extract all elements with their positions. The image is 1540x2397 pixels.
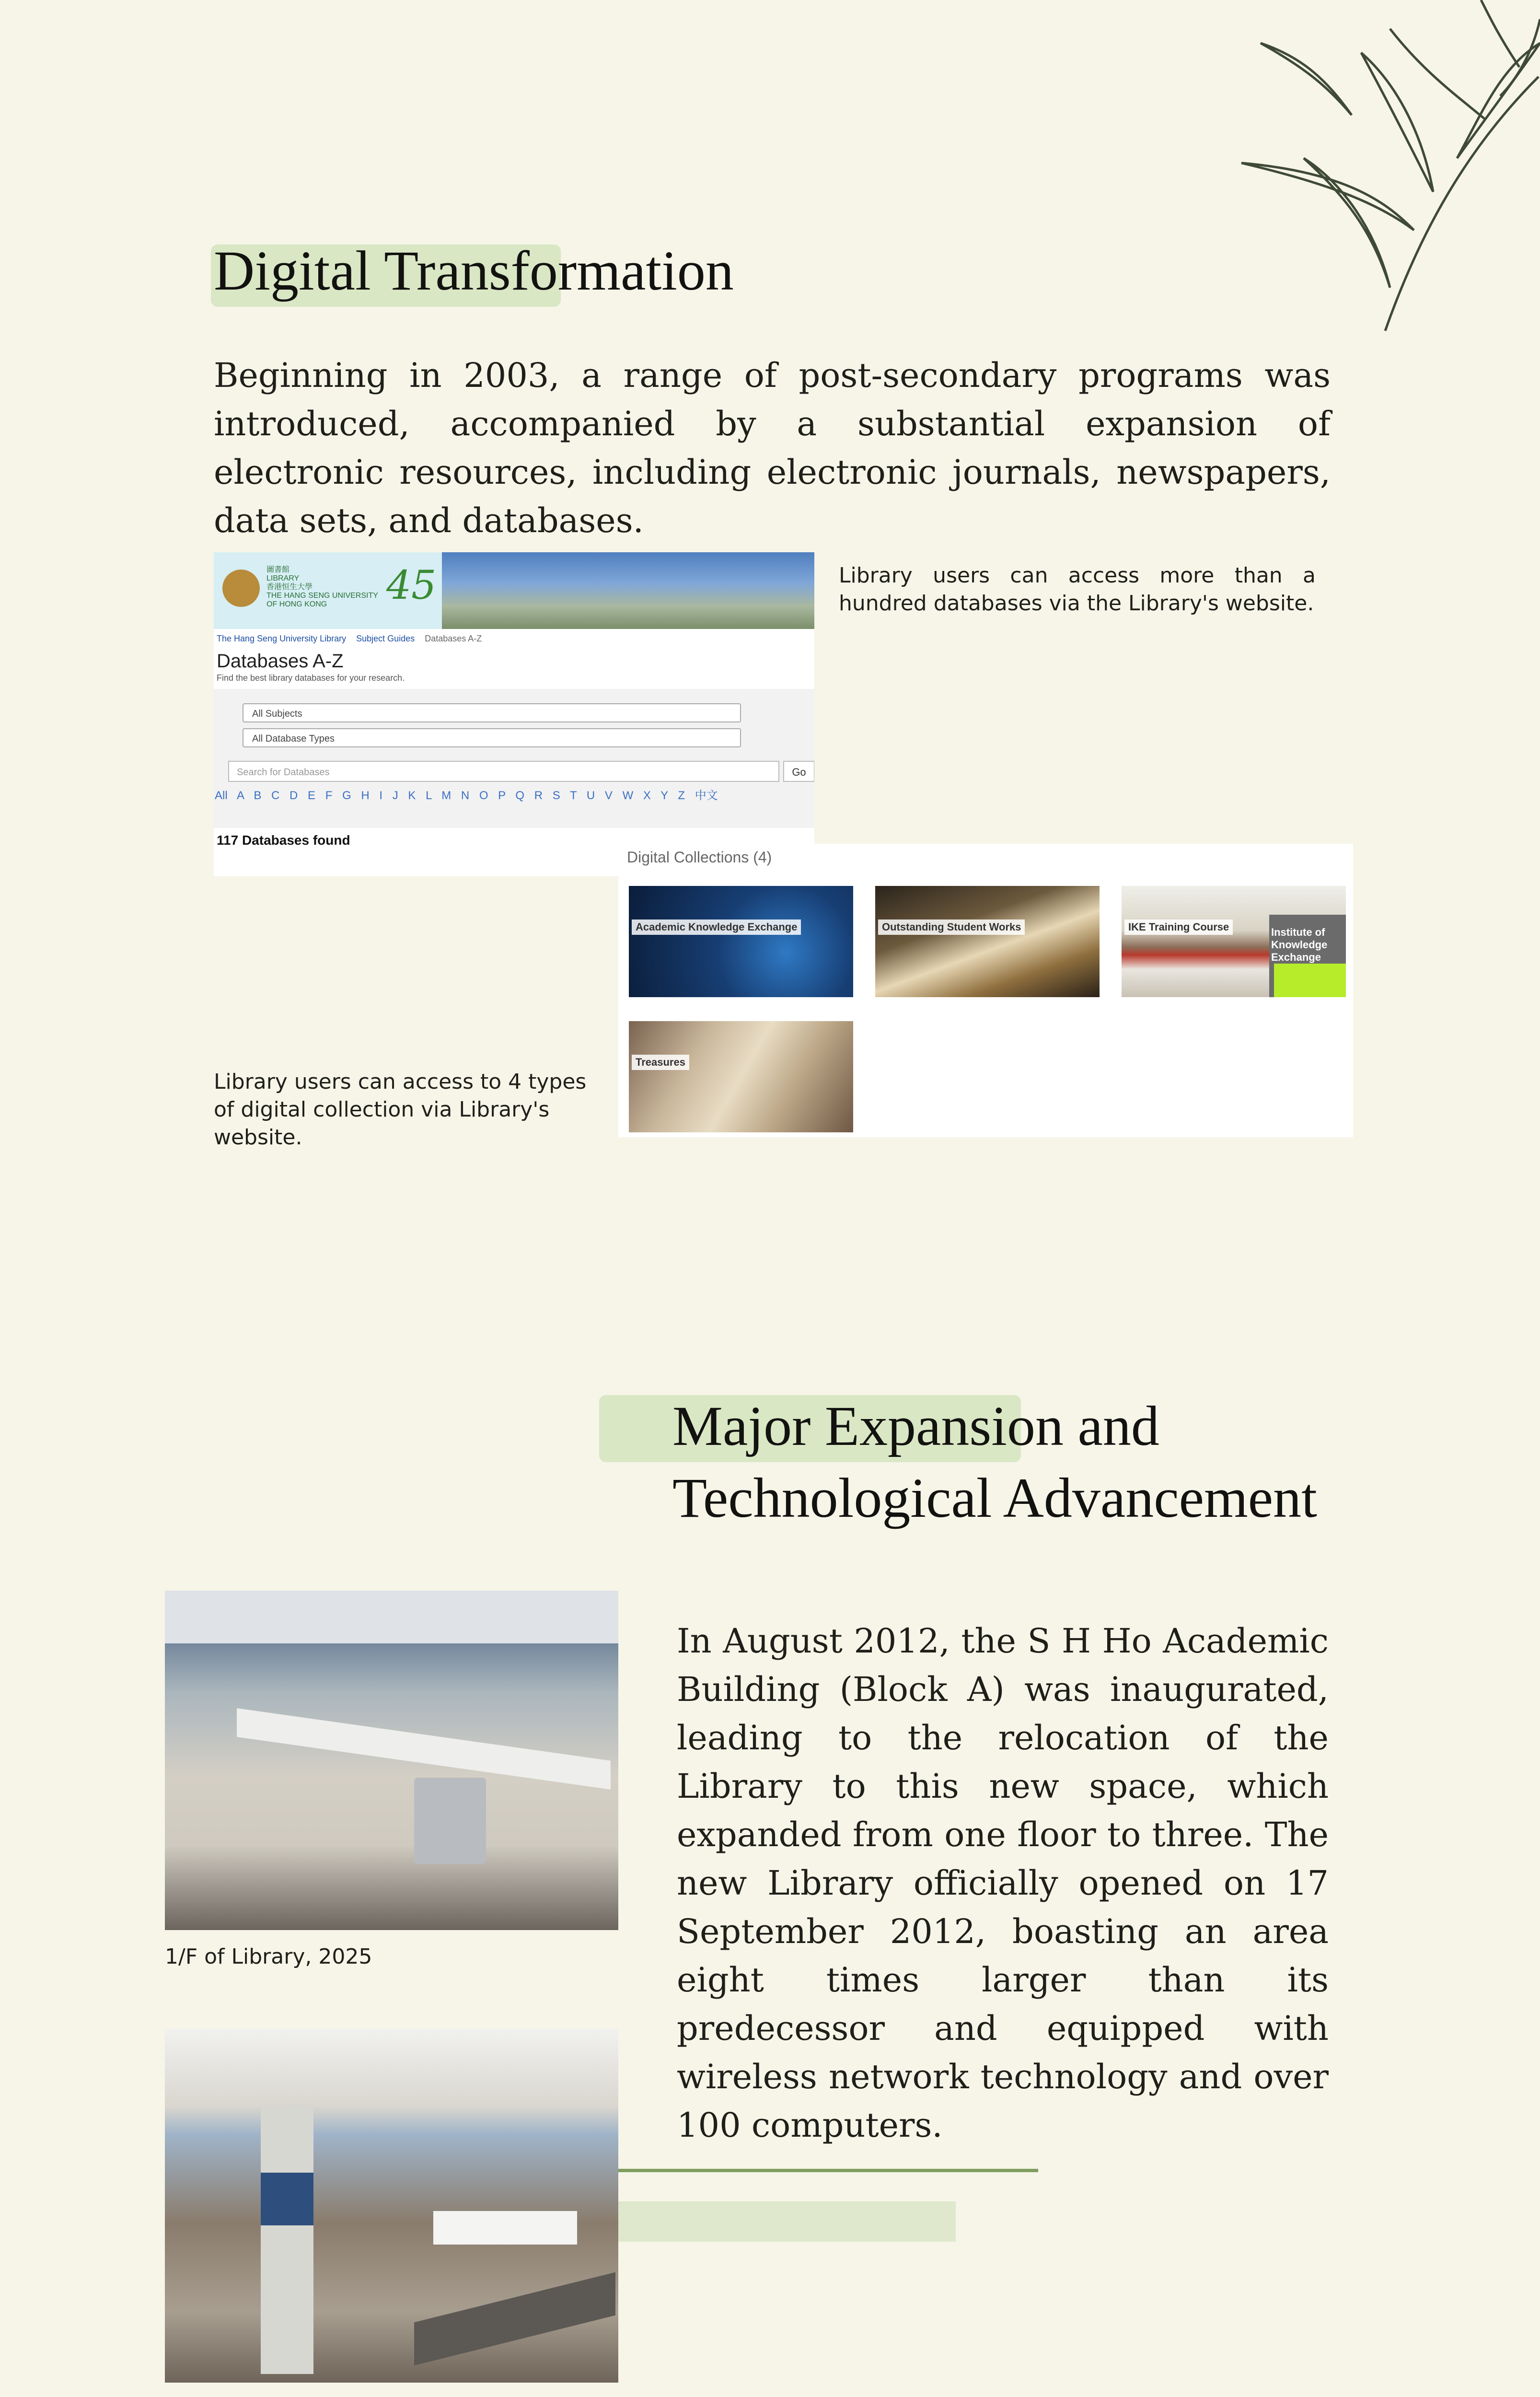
library-1f-photo — [165, 1591, 618, 1930]
library-banner — [214, 552, 814, 629]
logo-text-line: OF HONG KONG — [266, 600, 327, 608]
ike-overlay-text: Institute of Knowledge Exchange — [1271, 926, 1328, 963]
breadcrumb-current: Databases A-Z — [425, 634, 482, 643]
divider-line — [618, 2169, 1038, 2172]
intro-paragraph: Beginning in 2003, a range of post-secondary programs was introduced, accompanied by a substantial expansion of electronic resources, including electronic journals, newspapers, data sets, and databases. — [214, 356, 1331, 540]
logo-text-line: THE HANG SENG UNIVERSITY — [266, 592, 378, 600]
tile-ike-training-course[interactable] — [1122, 886, 1346, 997]
logo-text-line: 香港恒生大學 — [266, 583, 313, 591]
tile-label: Outstanding Student Works — [878, 919, 1025, 935]
section-title-digital-transformation: Digital Transformation — [214, 239, 734, 302]
digital-collections-title: Digital Collections (4) — [627, 849, 772, 866]
collections-note: Library users can access to 4 types of digital collection via Library's website. — [214, 1070, 587, 1150]
bamboo-leaf-illustration-top — [1232, 0, 1540, 336]
title-line-1: Major Expansion and — [672, 1395, 1159, 1457]
campus-building-photo — [442, 552, 814, 629]
subject-select[interactable]: All Subjects — [243, 703, 741, 722]
university-seal-icon — [222, 570, 260, 607]
databases-found-count: 117 Databases found — [217, 833, 350, 848]
tile-label: IKE Training Course — [1124, 919, 1233, 935]
breadcrumb-subject-guides[interactable]: Subject Guides — [356, 634, 415, 643]
divider-wash — [618, 2201, 956, 2242]
library-logo — [214, 552, 442, 629]
database-type-select[interactable]: All Database Types — [243, 728, 741, 747]
databases-subheading: Find the best library databases for your research. — [217, 673, 405, 683]
logo-text-line: LIBRARY — [266, 574, 300, 582]
tile-label: Academic Knowledge Exchange — [632, 919, 801, 935]
az-letter-nav[interactable]: All A B C D E F G H I J K L M N O P Q R S T U V W X Y Z 中文 — [215, 789, 718, 802]
tile-label: Treasures — [632, 1055, 689, 1070]
expansion-paragraph: In August 2012, the S H Ho Academic Building (Block A) was inaugurated, leading to the relocation of the Library to this new space, which expanded from one floor to three. The new Library officially opened on 17 September 2012, boasting an area eight times larger than its predecessor and equipped with wireless network technology and over 100 computers. — [677, 1621, 1329, 2145]
section-title-major-expansion — [672, 1390, 1343, 1534]
logo-text-line: 圖書館 — [266, 566, 290, 574]
databases-az-screenshot — [214, 552, 814, 876]
breadcrumb-library[interactable]: The Hang Seng University Library — [217, 634, 347, 643]
anniversary-mark: 45 — [386, 563, 437, 608]
database-search-input[interactable]: Search for Databases — [228, 761, 779, 782]
library-2f-photo — [165, 2029, 618, 2383]
database-filters — [214, 689, 814, 828]
tile-treasures[interactable] — [629, 1021, 853, 1132]
tile-academic-knowledge-exchange[interactable] — [629, 886, 853, 997]
go-button[interactable]: Go — [783, 761, 814, 782]
breadcrumb — [214, 629, 814, 649]
digital-collections-panel — [618, 844, 1353, 1137]
databases-heading: Databases A-Z — [217, 651, 344, 672]
databases-note: Library users can access more than a hundred databases via the Library's website. — [839, 563, 1316, 616]
title-line-2: Technological Advancement — [672, 1466, 1317, 1529]
photo1-caption: 1/F of Library, 2025 — [165, 1944, 372, 1969]
tile-outstanding-student-works[interactable] — [875, 886, 1100, 997]
